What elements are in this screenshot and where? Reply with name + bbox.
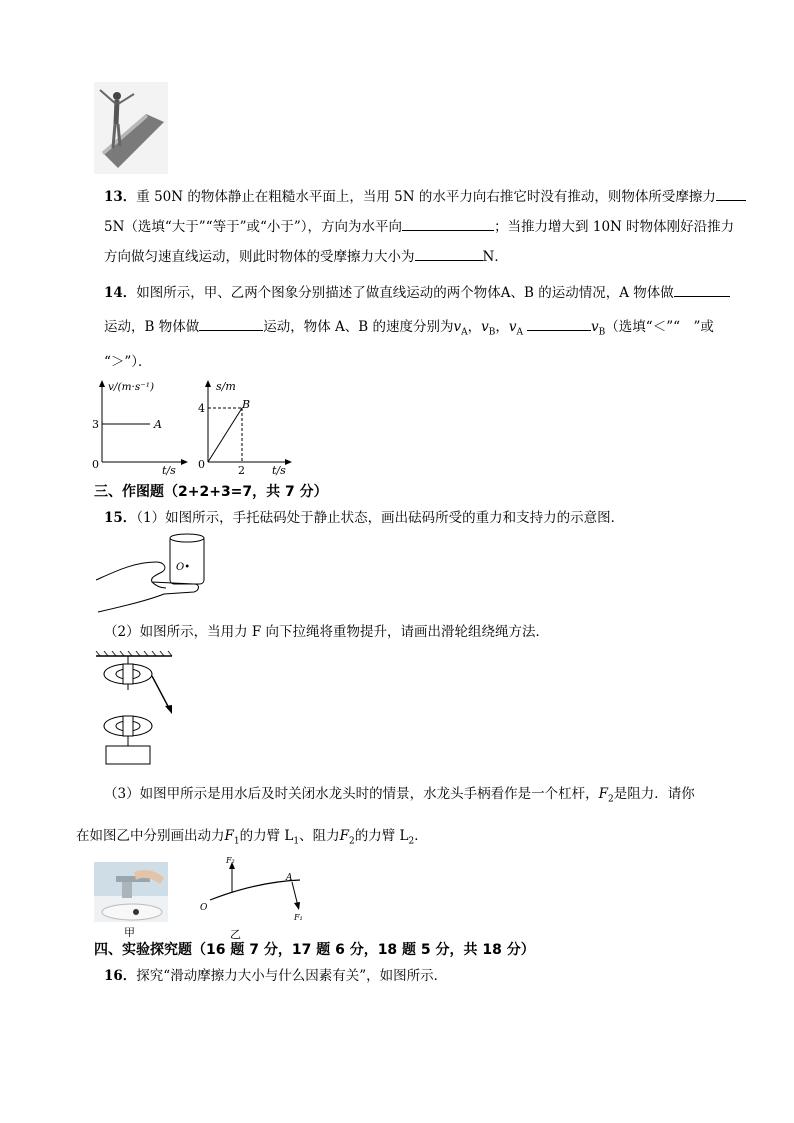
q14-line3: “＞”）．	[104, 354, 152, 370]
st-ytick: 4	[198, 402, 205, 415]
vt-series-label: A	[154, 418, 162, 431]
q16-number: 16．	[104, 968, 137, 984]
lever-f1-label: F₁	[294, 913, 303, 922]
q16-line: 16．探究“滑动摩擦力大小与什么因素有关”，如图所示．	[104, 968, 448, 984]
lever-a-label: A	[286, 873, 293, 883]
q13-number: 13．	[104, 189, 137, 205]
vt-origin: 0	[92, 458, 99, 471]
st-ylabel: s/m	[216, 380, 236, 393]
q14-blank-1[interactable]	[674, 282, 730, 297]
st-xtick: 2	[238, 464, 245, 476]
q15-p3-line2: 在如图乙中分别画出动力$F_1$的力臂 $L_1$、阻力$F_2$的力臂 $L_2$．	[76, 828, 428, 847]
pulley-figure	[94, 650, 178, 768]
st-origin: 0	[198, 458, 205, 471]
vt-graph	[84, 378, 190, 476]
q14-blank-2[interactable]	[199, 316, 263, 331]
section-3-heading: 三、作图题（2+2+3=7，共 7 分）	[94, 484, 328, 500]
caption-yi: 乙	[230, 928, 241, 941]
vt-ylabel: v/(m·s⁻¹)	[108, 381, 155, 393]
hand-weight-figure	[94, 532, 220, 618]
lever-f2-label: F₂	[226, 856, 235, 865]
q15-number: 15．	[104, 510, 137, 526]
faucet-photo	[94, 862, 168, 922]
section-4-heading: 四、实验探究题（16 题 7 分，17 题 6 分，18 题 5 分，共 18 分）	[94, 942, 535, 958]
q15-p3-line1: （3）如图甲所示是用水后及时关闭水龙头时的情景，水龙头手柄看作是一个杠杆，$F_2$是阻力．请你	[104, 786, 695, 805]
lever-diagram	[196, 856, 308, 926]
q14-blank-3[interactable]	[527, 316, 591, 331]
q13-line3: 方向做匀速直线运动，则此时物体的受摩擦力大小为 N．	[104, 246, 508, 267]
q13-blank-1[interactable]	[716, 186, 746, 201]
st-graph	[196, 378, 294, 476]
st-series-label: B	[242, 398, 251, 411]
q15-p1: 15．（1）如图所示，手托砝码处于静止状态，画出砝码所受的重力和支持力的示意图．	[104, 510, 625, 526]
q13-blank-3[interactable]	[415, 246, 483, 261]
diver-photo	[94, 82, 168, 174]
q14-number: 14．	[104, 285, 137, 301]
q13-blank-2[interactable]	[402, 216, 494, 231]
vt-ytick: 3	[92, 418, 99, 431]
q13-line2: 5N（选填“大于”“等于”或“小于”），方向为水平向 ；当推力增大到 10N 时物体刚好沿推力	[104, 216, 734, 237]
vt-xlabel: t/s	[162, 464, 176, 476]
st-xlabel: t/s	[272, 464, 286, 476]
lever-o-label: O	[200, 903, 208, 913]
weight-center-label: O•	[176, 562, 191, 573]
q14-line1: 14．如图所示，甲、乙两个图象分别描述了做直线运动的两个物体A、B 的运动情况，A 物体做	[104, 282, 730, 303]
q15-p2: （2）如图所示，当用力 F 向下拉绳将重物提升，请画出滑轮组绕绳方法．	[104, 624, 550, 640]
q13-line1: 13．重 50N 的物体静止在粗糙水平面上，当用 5N 的水平力向右推它时没有推动，则物体所受摩擦力	[104, 186, 746, 207]
caption-jia: 甲	[124, 926, 135, 939]
q14-line2: 运动，B 物体做 运动，物体 A、B 的速度分别为$v_A$，$v_B$，$v_A$ $v_B$（选填“＜”“ ”或	[104, 316, 714, 343]
